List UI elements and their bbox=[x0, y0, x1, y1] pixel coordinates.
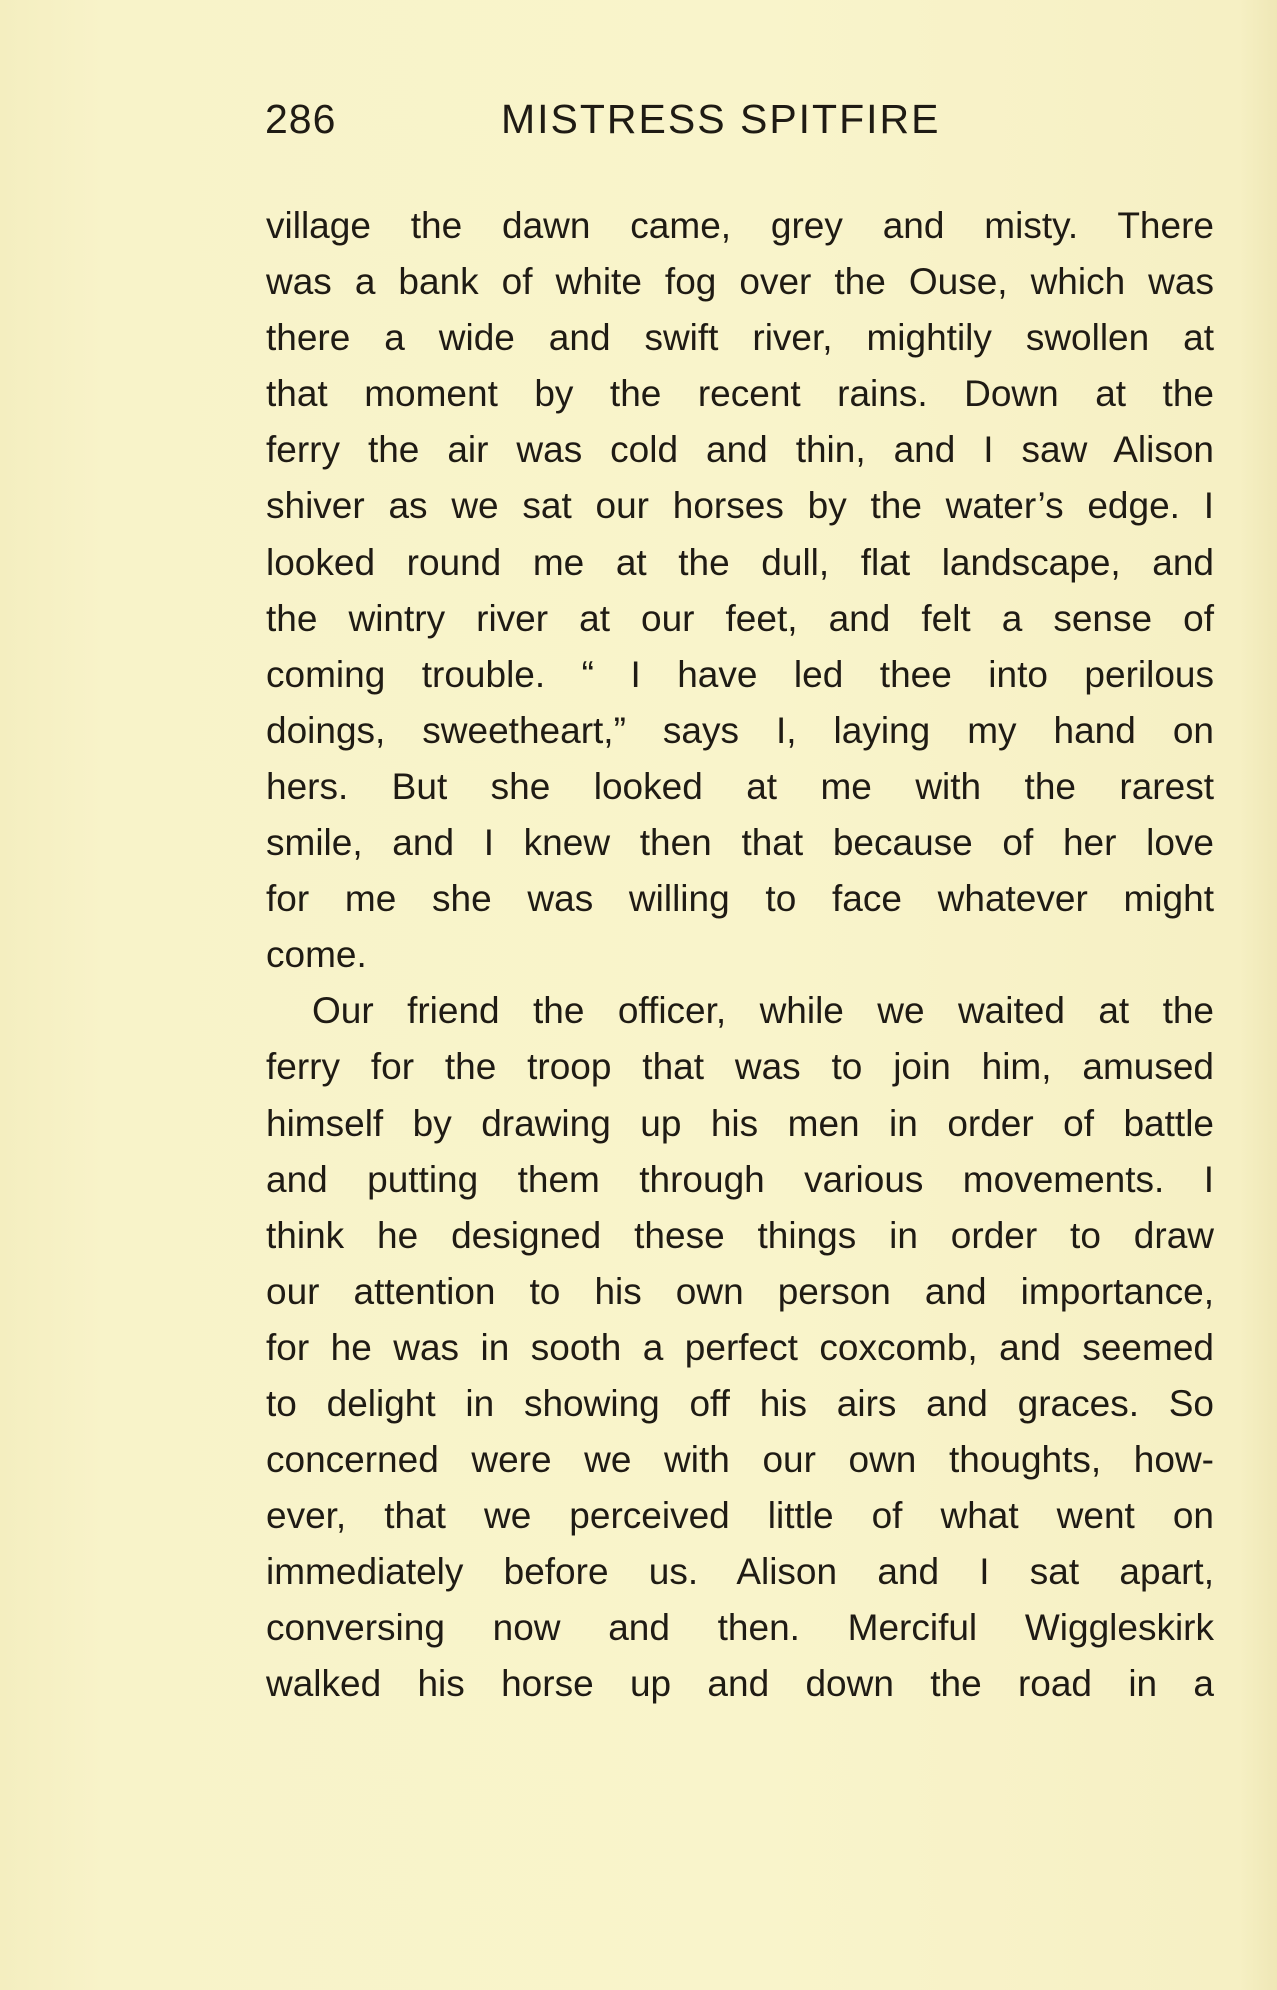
text-line: the wintry river at our feet, and felt a sense of bbox=[266, 597, 1214, 639]
text-line: to delight in showing off his airs and graces. So bbox=[266, 1382, 1214, 1424]
text-line: coming trouble. “ I have led thee into perilous bbox=[266, 653, 1214, 695]
text-line: shiver as we sat our horses by the water’s edge. I bbox=[266, 485, 1214, 527]
text-line: there a wide and swift river, mightily swollen at bbox=[266, 317, 1214, 359]
text-line: that moment by the recent rains. Down at the bbox=[266, 373, 1214, 415]
paragraph-start-line: Our friend the officer, while we waited at the bbox=[312, 990, 1214, 1032]
running-head bbox=[265, 96, 1215, 156]
text-line: concerned were we with our own thoughts, how- bbox=[266, 1439, 1214, 1481]
body-text bbox=[266, 198, 1214, 1713]
text-line: and putting them through various movements. I bbox=[266, 1158, 1214, 1200]
text-line: hers. But she looked at me with the rarest bbox=[266, 765, 1214, 807]
text-line: conversing now and then. Merciful Wiggleskirk bbox=[266, 1607, 1214, 1649]
text-line: for he was in sooth a perfect coxcomb, and seemed bbox=[266, 1326, 1214, 1368]
text-line: doings, sweetheart,” says I, laying my hand on bbox=[266, 709, 1214, 751]
text-line: village the dawn came, grey and misty. There bbox=[266, 205, 1214, 246]
text-line: immediately before us. Alison and I sat apart, bbox=[266, 1551, 1214, 1593]
text-line: think he designed these things in order to draw bbox=[266, 1214, 1214, 1256]
text-line: smile, and I knew then that because of her love bbox=[266, 822, 1214, 864]
text-line: looked round me at the dull, flat landscape, and bbox=[266, 541, 1214, 583]
paragraph-end-line: come. bbox=[266, 934, 367, 976]
page-number: 286 bbox=[265, 96, 337, 142]
text-line: ever, that we perceived little of what went on bbox=[266, 1495, 1214, 1537]
text-line: ferry for the troop that was to join him, amused bbox=[266, 1046, 1214, 1088]
text-line: himself by drawing up his men in order of battle bbox=[266, 1102, 1214, 1144]
text-line: for me she was willing to face whatever might bbox=[266, 878, 1214, 920]
text-line: ferry the air was cold and thin, and I saw Alison bbox=[266, 429, 1214, 471]
text-line: our attention to his own person and importance, bbox=[266, 1270, 1214, 1312]
text-line: walked his horse up and down the road in a bbox=[266, 1663, 1214, 1705]
running-title: MISTRESS SPITFIRE bbox=[501, 96, 941, 142]
text-line: was a bank of white fog over the Ouse, which was bbox=[266, 261, 1214, 303]
